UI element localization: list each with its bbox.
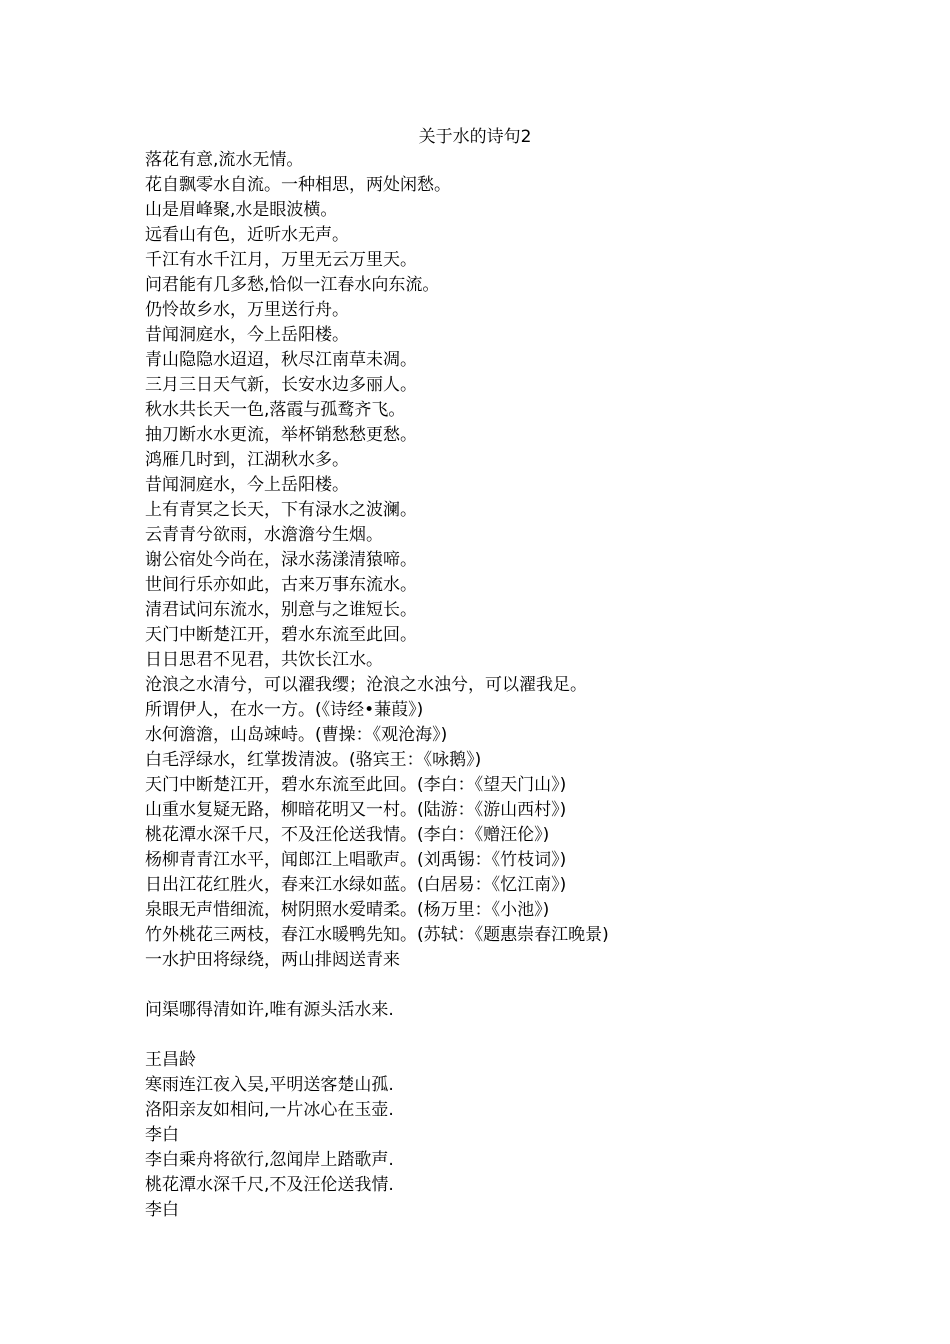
poem-line: 上有青冥之长天，下有渌水之波澜。 xyxy=(145,500,417,520)
poem-line: 问渠哪得清如许,唯有源头活水来. xyxy=(145,1000,394,1020)
poem-line: 李白乘舟将欲行,忽闻岸上踏歌声. xyxy=(145,1150,394,1170)
poem-line: 花自飘零水自流。一种相思，两处闲愁。 xyxy=(145,175,451,195)
poem-line: 仍怜故乡水，万里送行舟。 xyxy=(145,300,349,320)
poem-line: 所谓伊人，在水一方。(《诗经•蒹葭》) xyxy=(145,700,424,720)
poem-line: 日日思君不见君，共饮长江水。 xyxy=(145,650,383,670)
poem-line: 桃花潭水深千尺,不及汪伦送我情. xyxy=(145,1175,394,1195)
poem-line: 问君能有几多愁,恰似一江春水向东流。 xyxy=(145,275,440,295)
poem-lines-list xyxy=(145,148,865,1223)
poem-line: 山是眉峰聚,水是眼波横。 xyxy=(145,200,338,220)
poem-line: 天门中断楚江开，碧水东流至此回。 xyxy=(145,625,417,645)
poem-line: 三月三日天气新，长安水边多丽人。 xyxy=(145,375,417,395)
poem-line: 清君试问东流水，别意与之谁短长。 xyxy=(145,600,417,620)
poem-line: 一水护田将绿绕，两山排闼送青来 xyxy=(145,950,400,970)
poem-line: 王昌龄 xyxy=(145,1050,196,1070)
poem-line: 云青青兮欲雨，水澹澹兮生烟。 xyxy=(145,525,383,545)
poem-line: 杨柳青青江水平，闻郎江上唱歌声。(刘禹锡：《竹枝词》) xyxy=(145,850,567,870)
blank-line xyxy=(145,973,865,998)
poem-line: 寒雨连江夜入吴,平明送客楚山孤. xyxy=(145,1075,394,1095)
poem-line: 沧浪之水清兮，可以濯我缨；沧浪之水浊兮，可以濯我足。 xyxy=(145,675,587,695)
poem-line: 桃花潭水深千尺，不及汪伦送我情。(李白：《赠汪伦》) xyxy=(145,825,550,845)
poem-line: 竹外桃花三两枝，春江水暖鸭先知。(苏轼：《题惠崇春江晚景) xyxy=(145,925,609,945)
poem-line: 洛阳亲友如相问,一片冰心在玉壶. xyxy=(145,1100,394,1120)
poem-line: 山重水复疑无路，柳暗花明又一村。(陆游：《游山西村》) xyxy=(145,800,567,820)
poem-line: 远看山有色，近听水无声。 xyxy=(145,225,349,245)
blank-line xyxy=(145,1023,865,1048)
poem-line: 青山隐隐水迢迢，秋尽江南草未凋。 xyxy=(145,350,417,370)
poem-line: 秋水共长天一色,落霞与孤鹜齐飞。 xyxy=(145,400,406,420)
poem-line: 泉眼无声惜细流，树阴照水爱晴柔。(杨万里：《小池》) xyxy=(145,900,550,920)
poem-line: 世间行乐亦如此，古来万事东流水。 xyxy=(145,575,417,595)
poem-line: 李白 xyxy=(145,1200,179,1220)
poem-line: 天门中断楚江开，碧水东流至此回。(李白：《望天门山》) xyxy=(145,775,567,795)
poem-line: 鸿雁几时到，江湖秋水多。 xyxy=(145,450,349,470)
poem-line: 昔闻洞庭水，今上岳阳楼。 xyxy=(145,325,349,345)
poem-line: 谢公宿处今尚在，渌水荡漾清猿啼。 xyxy=(145,550,417,570)
poem-line: 水何澹澹，山岛竦峙。(曹操：《观沧海》) xyxy=(145,725,448,745)
poem-line: 李白 xyxy=(145,1125,179,1145)
poem-line: 抽刀断水水更流，举杯销愁愁更愁。 xyxy=(145,425,417,445)
poem-line: 昔闻洞庭水，今上岳阳楼。 xyxy=(145,475,349,495)
poem-line: 日出江花红胜火，春来江水绿如蓝。(白居易：《忆江南》) xyxy=(145,875,567,895)
poem-line: 落花有意,流水无情。 xyxy=(145,150,304,170)
document-title: 关于水的诗句2 xyxy=(418,127,532,147)
poem-line: 白毛浮绿水，红掌拨清波。(骆宾王：《咏鹅》) xyxy=(145,750,482,770)
poem-line: 千江有水千江月，万里无云万里天。 xyxy=(145,250,417,270)
